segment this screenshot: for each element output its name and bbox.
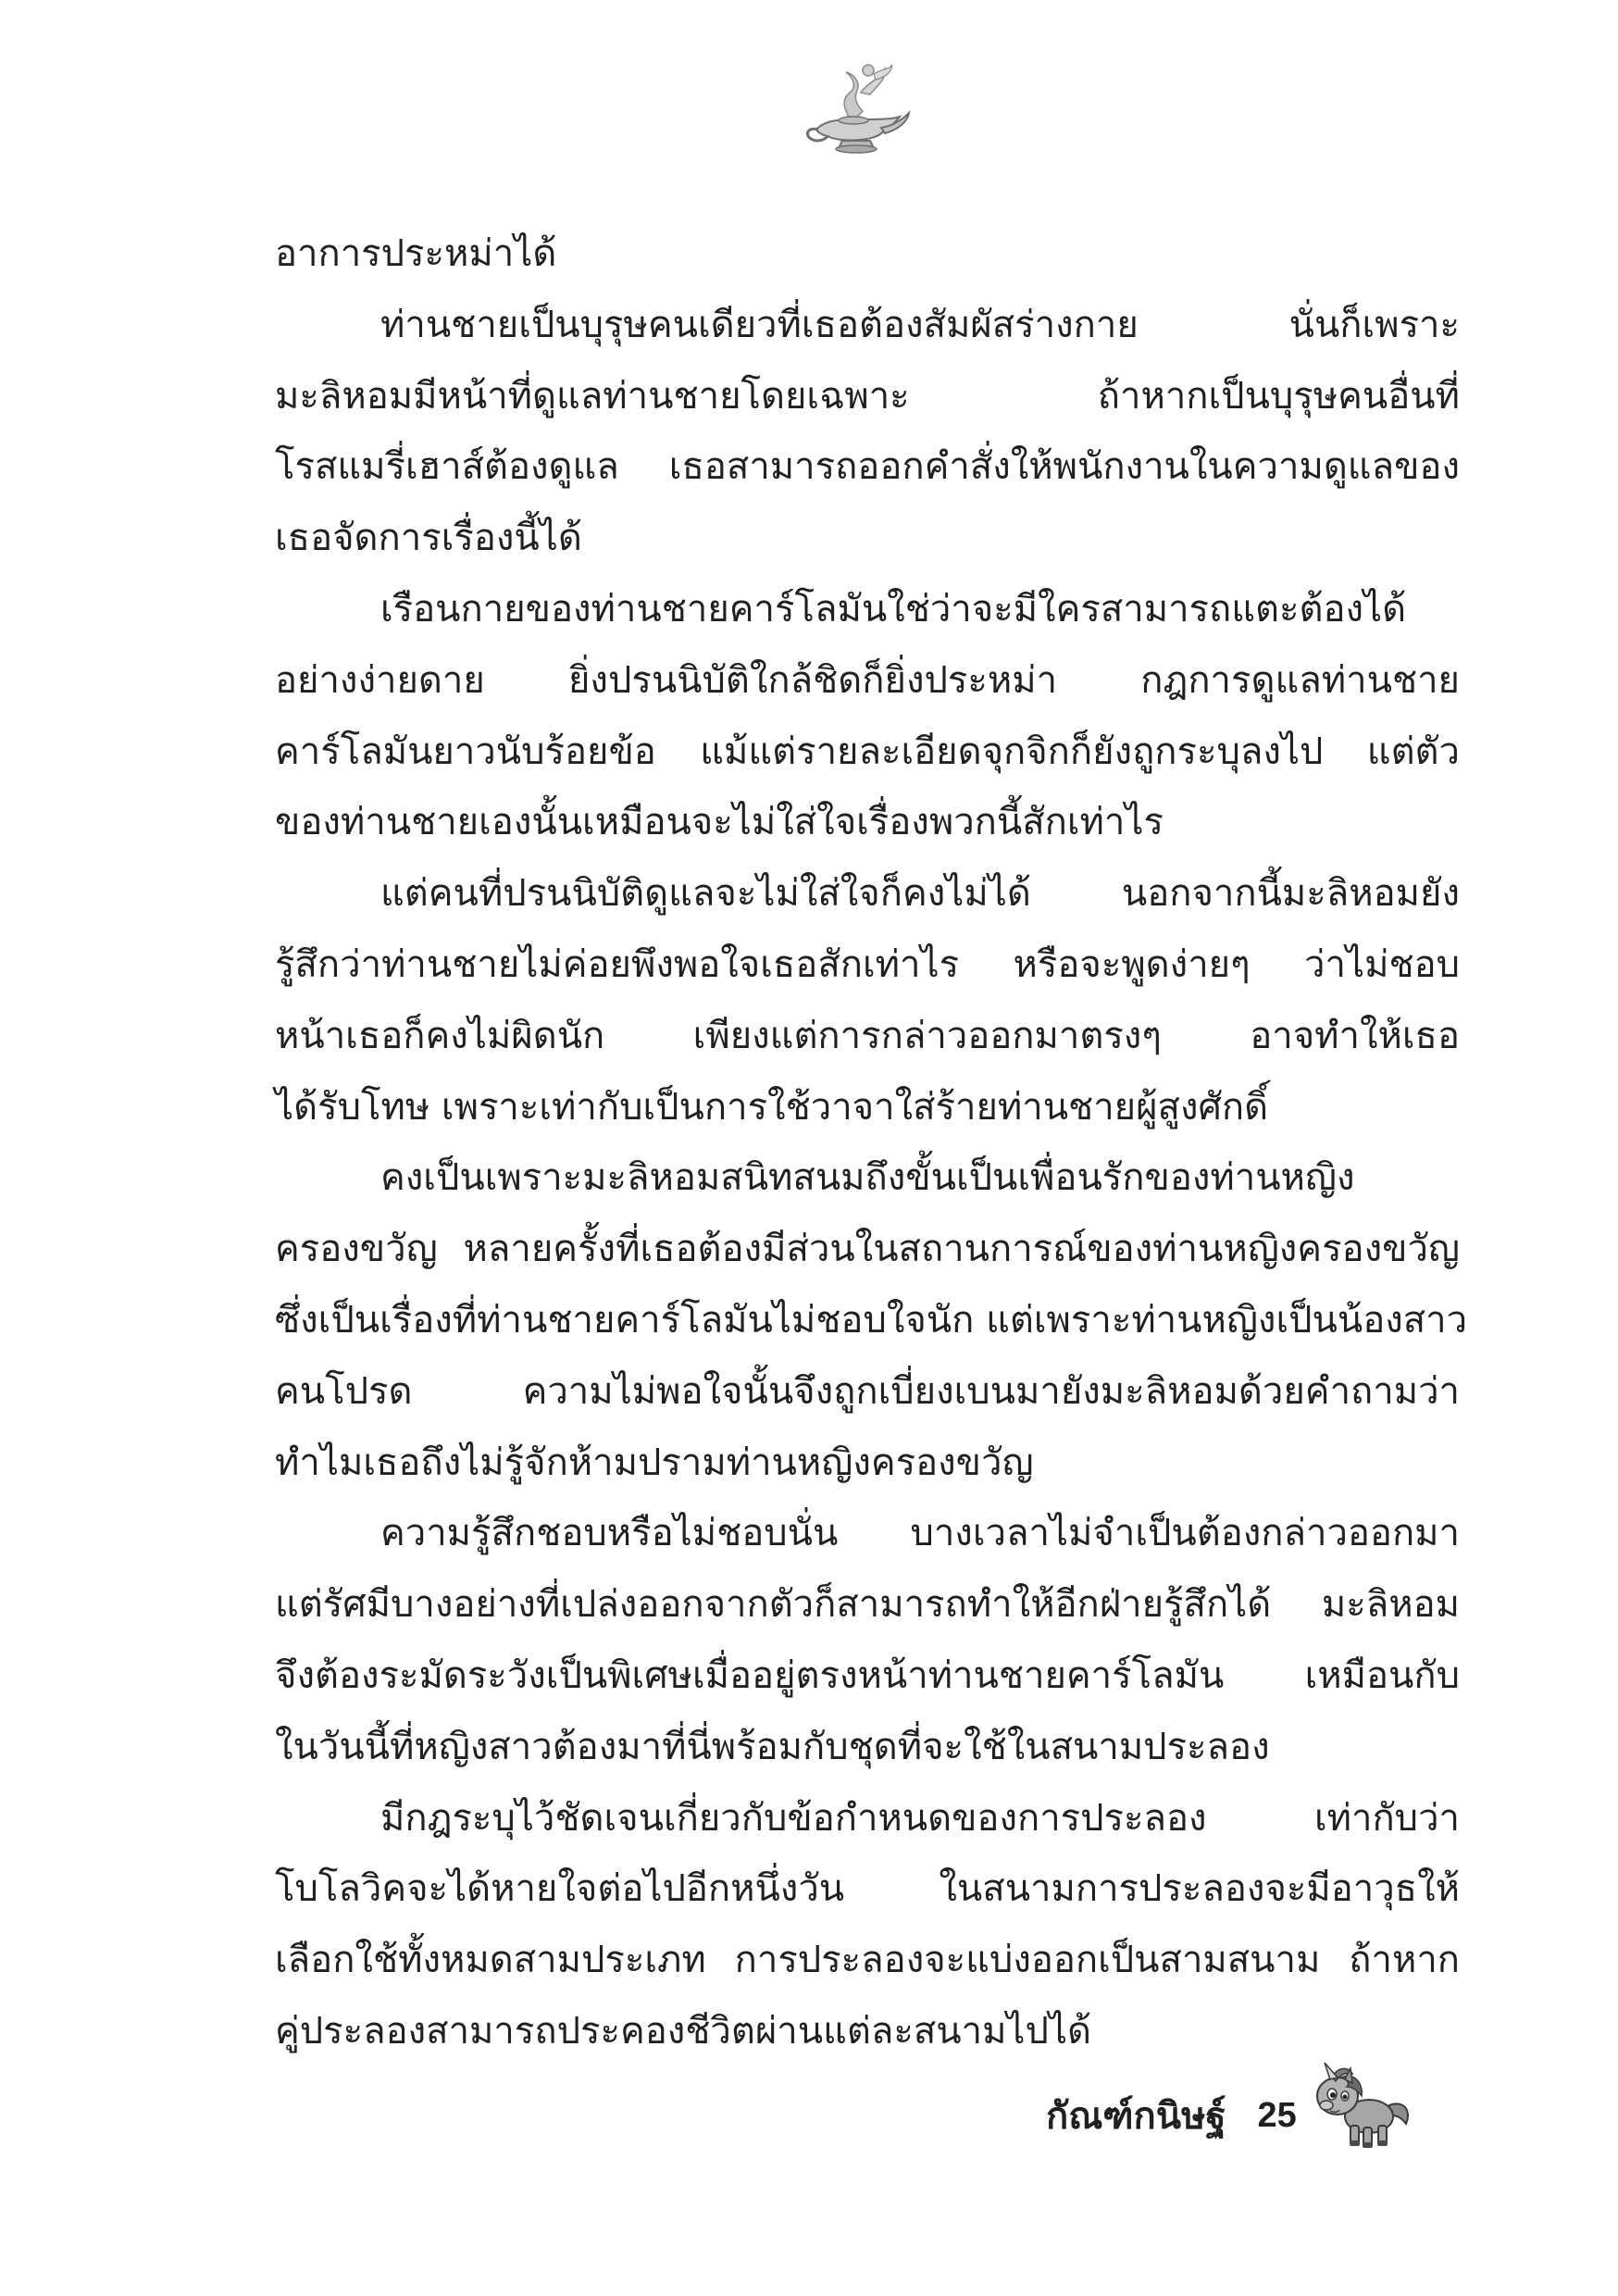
text-line: คนโปรด ความไม่พอใจนั้นจึงถูกเบี่ยงเบนมายังมะลิหอมด้วยคำถามว่า: [275, 1369, 1460, 1413]
text-line: ของท่านชายเองนั้นเหมือนจะไม่ใส่ใจเรื่องพวกนี้สักเท่าไร: [275, 801, 1164, 844]
body-text: [275, 218, 1468, 2067]
text-line: คู่ประลองสามารถประคองชีวิตผ่านแต่ละสนามไปได้: [275, 2009, 1092, 2053]
text-line: คงเป็นเพราะมะลิหอมสนิทสนมถึงขั้นเป็นเพื่อนรักของท่านหญิง: [380, 1156, 1355, 1200]
text-line: โรสแมรี่เฮาส์ต้องดูแล เธอสามารถออกคำสั่งให้พนักงานในความดูแลของ: [275, 445, 1460, 489]
text-line: เธอจัดการเรื่องนี้ได้: [275, 517, 582, 560]
text-line: เลือกใช้ทั้งหมดสามประเภท การประลองจะแบ่งออกเป็นสามสนาม ถ้าหาก: [275, 1939, 1460, 1982]
text-line: คาร์โลมันยาวนับร้อยข้อ แม้แต่รายละเอียดจุกจิกก็ยังถูกระบุลงไป แต่ตัว: [275, 730, 1460, 773]
text-line: แต่คนที่ปรนนิบัติดูแลจะไม่ใส่ใจก็คงไม่ได้ นอกจากนี้มะลิหอมยัง: [380, 872, 1460, 916]
text-line: ในวันนี้ที่หญิงสาวต้องมาที่นี่พร้อมกับชุดที่จะใช้ในสนามประลอง: [275, 1725, 1270, 1768]
text-line: ความรู้สึกชอบหรือไม่ชอบนั่น บางเวลาไม่จำเป็นต้องกล่าวออกมา: [380, 1512, 1460, 1555]
unicorn-mascot-icon: [1304, 2059, 1415, 2155]
text-line: ท่านชายเป็นบุรุษคนเดียวที่เธอต้องสัมผัสร่างกาย นั่นก็เพราะ: [380, 303, 1460, 346]
page-footer: [1046, 2078, 1490, 2152]
text-line: ทำไมเธอถึงไม่รู้จักห้ามปรามท่านหญิงครองขวัญ: [275, 1441, 1034, 1484]
text-line: อาการประหม่าได้: [275, 232, 557, 275]
text-line: มีกฎระบุไว้ชัดเจนเกี่ยวกับข้อกำหนดของการประลอง เท่ากับว่า: [380, 1796, 1460, 1840]
text-line: ซึ่งเป็นเรื่องที่ท่านชายคาร์โลมันไม่ชอบใจนัก แต่เพราะท่านหญิงเป็นน้องสาว: [275, 1298, 1468, 1341]
text-line: ครองขวัญ หลายครั้งที่เธอต้องมีส่วนในสถานการณ์ของท่านหญิงครองขวัญ: [275, 1228, 1460, 1271]
text-line: รู้สึกว่าท่านชายไม่ค่อยพึงพอใจเธอสักเท่าไร หรือจะพูดง่ายๆ ว่าไม่ชอบ: [275, 942, 1460, 986]
page-number: 25: [1257, 2095, 1297, 2135]
text-line: โบโลวิคจะได้หายใจต่อไปอีกหนึ่งวัน ในสนามการประลองจะมีอาวุธให้: [275, 1867, 1460, 1911]
text-line: หน้าเธอก็คงไม่ผิดนัก เพียงแต่การกล่าวออกมาตรงๆ อาจทำให้เธอ: [275, 1014, 1460, 1057]
genie-lamp-icon: [796, 56, 916, 157]
text-line: มะลิหอมมีหน้าที่ดูแลท่านชายโดยเฉพาะ ถ้าหากเป็นบุรุษคนอื่นที่: [275, 374, 1460, 418]
text-line: อย่างง่ายดาย ยิ่งปรนนิบัติใกล้ชิดก็ยิ่งประหม่า กฎการดูแลท่านชาย: [275, 658, 1460, 702]
text-line: แต่รัศมีบางอย่างที่เปล่งออกจากตัวก็สามารถทำให้อีกฝ่ายรู้สึกได้ มะลิหอม: [275, 1583, 1460, 1627]
text-line: จึงต้องระมัดระวังเป็นพิเศษเมื่ออยู่ตรงหน้าท่านชายคาร์โลมัน เหมือนกับ: [275, 1653, 1460, 1697]
book-title: กัณฑ์กนิษฐ์: [1046, 2095, 1226, 2138]
text-line: ได้รับโทษ เพราะเท่ากับเป็นการใช้วาจาใส่ร้ายท่านชายผู้สูงศักดิ์: [275, 1085, 1269, 1129]
text-line: เรือนกายของท่านชายคาร์โลมันใช่ว่าจะมีใครสามารถแตะต้องได้: [380, 587, 1407, 630]
